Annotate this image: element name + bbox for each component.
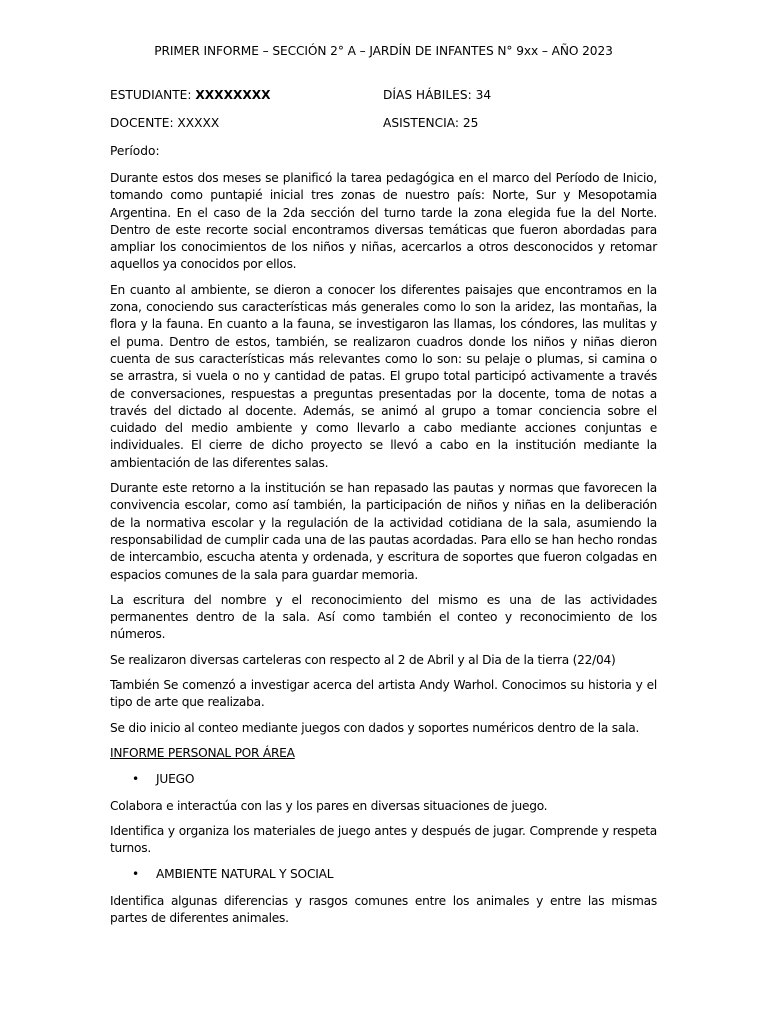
bullet-icon: • [132, 867, 139, 882]
student-value: XXXXXXXX [195, 88, 271, 102]
period-label: Período: [110, 144, 160, 158]
paragraph-intro: Durante estos dos meses se planificó la tarea pedagógica en el marco del Período de Inicio, tomando como puntapié inicial tres zonas de nuestro país: Norte, Sur y Mesopotamia Argentina. En el caso de la 2da sección del turno tarde la zona elegida fue la del Norte. Dentro de este recorte social encontramos diversas temáticas que fueron abordadas para ampliar los conocimientos de los niños y niñas, acercarlos a otros desconocidos y retomar aquellos ya conocidos por ellos. [110, 171, 657, 272]
report-body [110, 170, 657, 935]
section-heading: INFORME PERSONAL POR ÁREA [110, 745, 295, 760]
student-label: ESTUDIANTE: [110, 88, 196, 102]
meta-row-student [110, 87, 657, 103]
paragraph-coexistence: Durante este retorno a la institución se han repasado las pautas y normas que favorecen la convivencia escolar, como así también, la participación de niños y niñas en la deliberación de la normativa escolar y la regulación de la actividad cotidiana de la sala, asumiendo la responsabilidad de cumplir cada una de las pautas acordadas. Para ello se han hecho rondas de intercambio, escucha atenta y ordenada, y escritura de soportes que fueron colgadas en espacios comunes de la sala para guardar memoria. [110, 481, 657, 582]
area-title: AMBIENTE NATURAL Y SOCIAL [156, 867, 334, 882]
paragraph-warhol: También Se comenzó a investigar acerca del artista Andy Warhol. Conocimos su historia y el tipo de arte que realizaba. [110, 678, 657, 710]
days-field: DÍAS HÁBILES: 34 [383, 88, 492, 102]
area-title: JUEGO [156, 772, 195, 787]
area-item: Identifica algunas diferencias y rasgos comunes entre los animales y entre las mismas partes de diferentes animales. [110, 893, 657, 925]
document-title: PRIMER INFORME – SECCIÓN 2° A – JARDÍN DE INFANTES N° 9xx – AÑO 2023 [154, 44, 613, 58]
area-item: Identifica y organiza los materiales de juego antes y después de jugar. Comprende y respeta turnos. [110, 823, 657, 856]
paragraph-billboards: Se realizaron diversas carteleras con respecto al 2 de Abril y al Dia de la tierra (22/04) [110, 652, 616, 667]
paragraph-environment: En cuanto al ambiente, se dieron a conocer los diferentes paisajes que encontramos en la zona, conociendo sus características más generales como lo son la aridez, las montañas, la flora y la fauna. En cuanto a la fauna, se investigaron las llamas, los cóndores, las mulitas y el puma. Dentro de estos, también, se realizaron cuadros donde los niños y niñas dieron cuenta de sus características más relevantes como lo son: su pelaje o plumas, si camina o se arrastra, si vuela o no y cantidad de patas. El grupo total participó activamente a través de conversaciones, respuestas a preguntas presentadas por la docente, toma de notas a través del dictado al docente. Además, se animó al grupo a tomar conciencia sobre el cuidado del medio ambiente y como llevarlo a cabo mediante acciones conjuntas e individuales. El cierre de dicho proyecto se llevó a cabo en la institución mediante la ambientación de las diferentes salas. [110, 282, 657, 470]
attendance-field: ASISTENCIA: 25 [383, 116, 479, 130]
student-field [110, 88, 271, 102]
paragraph-name-writing: La escritura del nombre y el reconocimiento del mismo es una de las actividades permanentes dentro de la sala. Así como también el conteo y reconocimiento de los números. [110, 592, 657, 642]
meta-row-teacher [110, 115, 657, 131]
teacher-field: DOCENTE: XXXXX [110, 116, 220, 130]
bullet-icon: • [132, 772, 139, 787]
paragraph-counting: Se dio inicio al conteo mediante juegos con dados y soportes numéricos dentro de la sala. [110, 720, 640, 735]
area-heading-ambiente [110, 866, 657, 883]
area-heading-juego [110, 771, 657, 788]
area-item: Colabora e interactúa con las y los pares en diversas situaciones de juego. [110, 798, 548, 813]
